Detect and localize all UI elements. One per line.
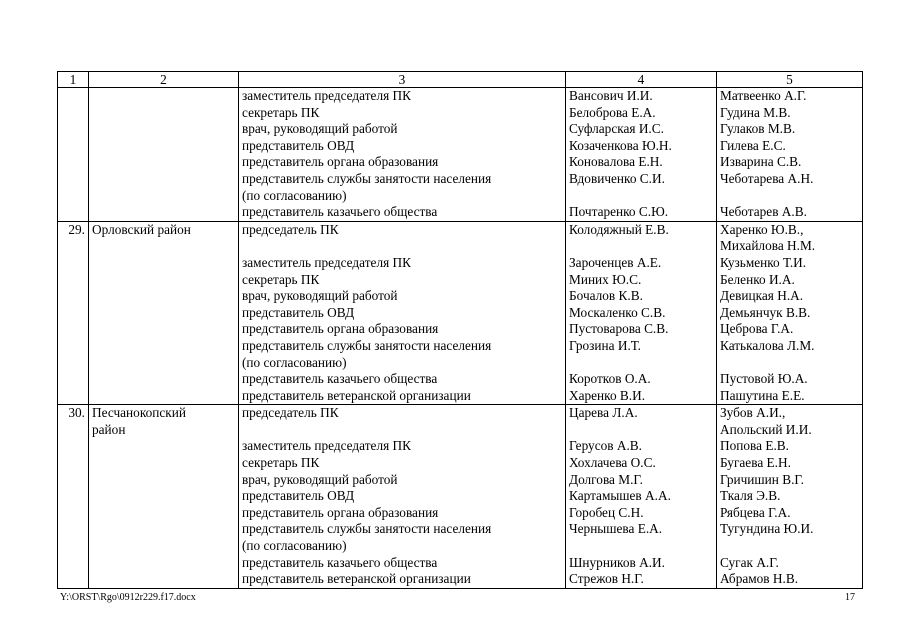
role-line: представитель ветеранской организации [242,387,471,403]
reserve-line: Тугундина Ю.И. [720,521,814,537]
member-line: Стрежов Н.Г. [569,571,644,587]
member-line: Хохлачева О.С. [569,455,656,471]
member-line: Горобец С.Н. [569,504,644,520]
member-cell [566,221,717,405]
role-line: представитель ОВД [242,304,355,320]
reserve-line: Гулаков М.В. [720,121,796,137]
header-col-2: 2 [89,72,239,88]
member-line: Картамышев А.А. [569,488,671,504]
reserve-line: Зубов А.И., [720,405,786,421]
member-line [569,355,713,372]
footer-file-path: Y:\ORST\Rgo\0912r229.f17.docx [60,592,196,603]
role-line: заместитель председателя ПК [242,88,411,103]
role-line: заместитель председателя ПК [242,254,411,270]
reserve-cell [717,221,863,405]
role-cell [239,221,566,405]
member-line: Царева Л.А. [569,405,638,421]
reserve-cell [717,88,863,222]
member-line: Долгова М.Г. [569,471,643,487]
reserve-line: Чеботарев А.В. [720,204,807,220]
district-line: Песчанокопский [92,405,186,421]
role-line: (по согласованию) [242,187,347,203]
role-line: представитель службы занятости населения [242,170,492,186]
member-line: Вдовиченко С.И. [569,170,665,186]
commission-table [57,71,863,589]
reserve-line: Апольский И.И. [720,421,812,437]
reserve-line: Девицкая Н.А. [720,288,804,304]
district-cell [89,405,239,589]
member-line: Миних Ю.С. [569,271,642,287]
reserve-line: Кузьменко Т.И. [720,254,807,270]
role-line: врач, руководящий работой [242,121,398,137]
reserve-line: Демьянчук В.В. [720,304,811,320]
role-line: секретарь ПК [242,455,320,471]
role-line: секретарь ПК [242,104,320,120]
member-line: Грозина И.Т. [569,337,641,353]
reserve-line: Матвеенко А.Г. [720,88,807,103]
role-line: представитель ОВД [242,488,355,504]
footer-page-number: 17 [845,592,855,603]
reserve-line [720,538,859,555]
role-line: представитель казачьего общества [242,371,438,387]
member-line: Козаченкова Ю.Н. [569,137,672,153]
reserve-line: Пустовой Ю.А. [720,371,808,387]
table-row [58,405,863,589]
role-line: представитель органа образования [242,321,439,337]
member-line: Белоброва Е.А. [569,104,656,120]
member-cell [566,405,717,589]
role-line: врач, руководящий работой [242,471,398,487]
role-line: секретарь ПК [242,271,320,287]
member-line [569,538,713,555]
role-line: председатель ПК [242,221,339,237]
reserve-line: Рябцева Г.А. [720,504,791,520]
reserve-line: Абрамов Н.В. [720,571,799,587]
member-line: Суфларская И.С. [569,121,664,137]
member-line [569,422,713,439]
member-line: Коротков О.А. [569,371,651,387]
member-line: Почтаренко С.Ю. [569,204,669,220]
role-line: заместитель председателя ПК [242,438,411,454]
member-line: Герусов А.В. [569,438,642,454]
district-line: Орловский район [92,221,191,237]
reserve-line: Ткаля Э.В. [720,488,781,504]
member-line: Шнурников А.И. [569,554,665,570]
role-line [242,422,562,439]
role-line: представитель органа образования [242,154,439,170]
district-cell [89,221,239,405]
role-line: представитель ветеранской организации [242,571,471,587]
role-line: представитель органа образования [242,504,439,520]
reserve-line: Гудина М.В. [720,104,791,120]
member-line: Зароченцев А.Е. [569,254,662,270]
reserve-line: Изварина С.В. [720,154,802,170]
reserve-line [720,188,859,205]
member-line: Колодяжный Е.В. [569,221,669,237]
role-line: представитель службы занятости населения [242,521,492,537]
row-number [58,88,89,222]
district-line: район [92,421,126,437]
reserve-line: Пашутина Е.Е. [720,387,805,403]
row-number: 30. [58,405,89,589]
header-row [58,72,863,88]
role-line: представитель казачьего общества [242,204,438,220]
member-line: Москаленко С.В. [569,304,666,320]
reserve-line: Гилева Е.С. [720,137,786,153]
member-line: Бочалов К.В. [569,288,643,304]
role-line: председатель ПК [242,405,339,421]
header-col-4: 4 [566,72,717,88]
role-line: врач, руководящий работой [242,288,398,304]
table-row [58,221,863,405]
role-line [242,238,562,255]
member-line: Коновалова Е.Н. [569,154,663,170]
reserve-line: Харенко Ю.В., [720,221,804,237]
role-line: представитель ОВД [242,137,355,153]
reserve-line: Попова Е.В. [720,438,789,454]
reserve-line: Цеброва Г.А. [720,321,794,337]
role-cell [239,88,566,222]
member-line: Харенко В.И. [569,387,646,403]
reserve-line: Михайлова Н.М. [720,238,816,254]
reserve-line: Катькалова Л.М. [720,337,815,353]
header-col-5: 5 [717,72,863,88]
member-line: Вансович И.И. [569,88,653,103]
table-row [58,88,863,222]
role-line: представитель казачьего общества [242,554,438,570]
table-body [58,88,863,589]
role-line: (по согласованию) [242,354,347,370]
member-line: Чернышева Е.А. [569,521,663,537]
member-line: Пустоварова С.В. [569,321,669,337]
reserve-line: Сугак А.Г. [720,554,779,570]
reserve-cell [717,405,863,589]
reserve-line: Гричишин В.Г. [720,471,804,487]
member-line [569,188,713,205]
reserve-line: Беленко И.А. [720,271,795,287]
row-number: 29. [58,221,89,405]
member-line [569,238,713,255]
reserve-line: Бугаева Е.Н. [720,455,791,471]
district-cell [89,88,239,222]
role-line: представитель службы занятости населения [242,337,492,353]
header-col-1: 1 [58,72,89,88]
header-col-3: 3 [239,72,566,88]
reserve-line: Чеботарева А.Н. [720,170,814,186]
role-cell [239,405,566,589]
reserve-line [720,355,859,372]
member-cell [566,88,717,222]
role-line: (по согласованию) [242,538,347,554]
